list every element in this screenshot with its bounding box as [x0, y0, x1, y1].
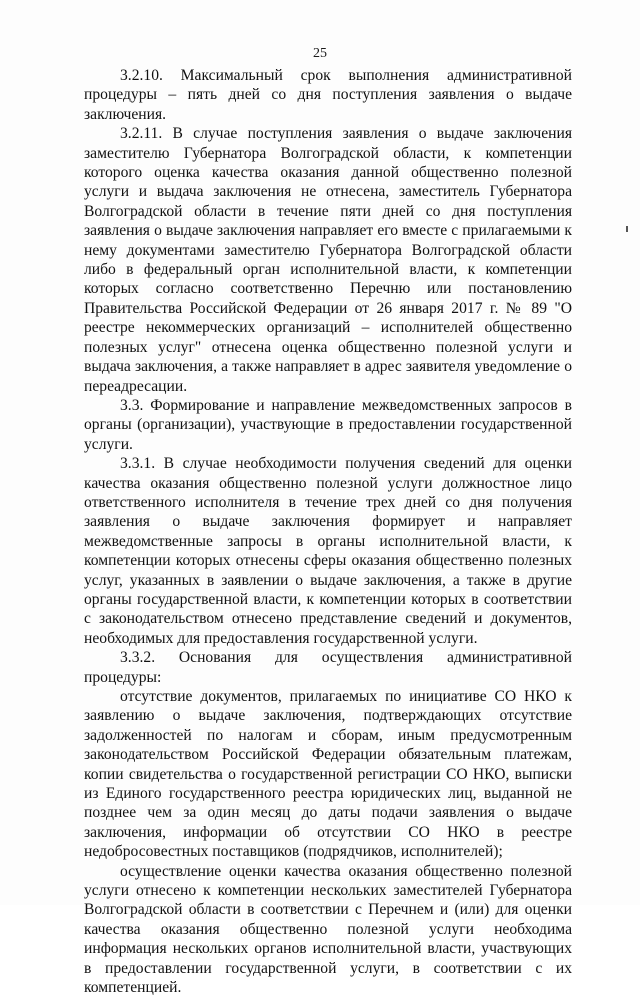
paragraph-ground-missing-documents: отсутствие документов, прилагаемых по инициативе СО НКО к заявлению о выдаче заключения, подтверждающих отсутствие задолженностей по налогам и сборам, иным предусмотренным законодательством Российской Федерации обязательным платежам, копии свидетельства о государственной регистрации СО НКО, выписки из Единого государственного реестра юридических лиц, выданной не позднее чем за один месяц до даты подачи заявления о выдаче заключения, информации об отсутствии СО НКО в реестре недобросовестных поставщиков (подрядчиков, исполнителей);: [84, 688, 572, 861]
scan-edge-mark: [626, 226, 628, 232]
paragraph-3-2-11: 3.2.11. В случае поступления заявления о выдаче заключения заместителю Губернатора Волгоградской области, к компетенции которого оценка качества оказания данной общественно полезной услуги и выдача заключения не отнесена, заместитель Губернатора Волгоградской области в течение пяти дней со дня поступления заявления о выдаче заключения направляет его вместе с прилагаемыми к нему документами заместителю Губернатора Волгоградской области либо в федеральный орган исполнительной власти, к компетенции которых согласно соответственно Перечню или постановлению Правительства Российской Федерации от 26 января 2017 г. № 89 "О реестре некоммерческих организаций – исполнителей общественно полезных услуг" отнесена оценка общественно полезной услуги и выдача заключения, а также направляет в адрес заявителя уведомление о переадресации.: [84, 125, 572, 395]
paragraph-3-3: 3.3. Формирование и направление межведомственных запросов в органы (организации), участвующие в предоставлении государственной услуги.: [84, 396, 572, 453]
paragraph-3-3-1: 3.3.1. В случае необходимости получения сведений для оценки качества оказания общественно полезной услуги должностное лицо ответственного исполнителя в течение трех дней со дня получения заявления о выдаче заключения формирует и направляет межведомственные запросы в органы исполнительной власти, к компетенции которых отнесены сферы оказания общественно полезных услуг, указанных в заявлении о выдаче заключения, а также в другие органы государственной власти, к компетенции которых в соответствии с законодательством отнесено представление сведений и документов, необходимых для предоставления государственной услуги.: [84, 455, 572, 647]
paragraph-ground-multiple-competence: осуществление оценки качества оказания общественно полезной услуги отнесено к компетенции нескольких заместителей Губернатора Волгоградской области в соответствии с Перечнем и (или) для оценки качества оказания общественно полезной услуги необходима информация нескольких органов исполнительной власти, участвующих в предоставлении государственной услуги, в соответствии с их компетенцией.: [84, 862, 572, 997]
document-body: [84, 66, 572, 998]
paragraph-3-2-10: 3.2.10. Максимальный срок выполнения административной процедуры – пять дней со дня поступления заявления о выдаче заключения.: [84, 67, 572, 123]
page-number: 25: [313, 46, 327, 61]
paragraph-3-3-2: 3.3.2. Основания для осуществления административной процедуры:: [84, 649, 572, 686]
